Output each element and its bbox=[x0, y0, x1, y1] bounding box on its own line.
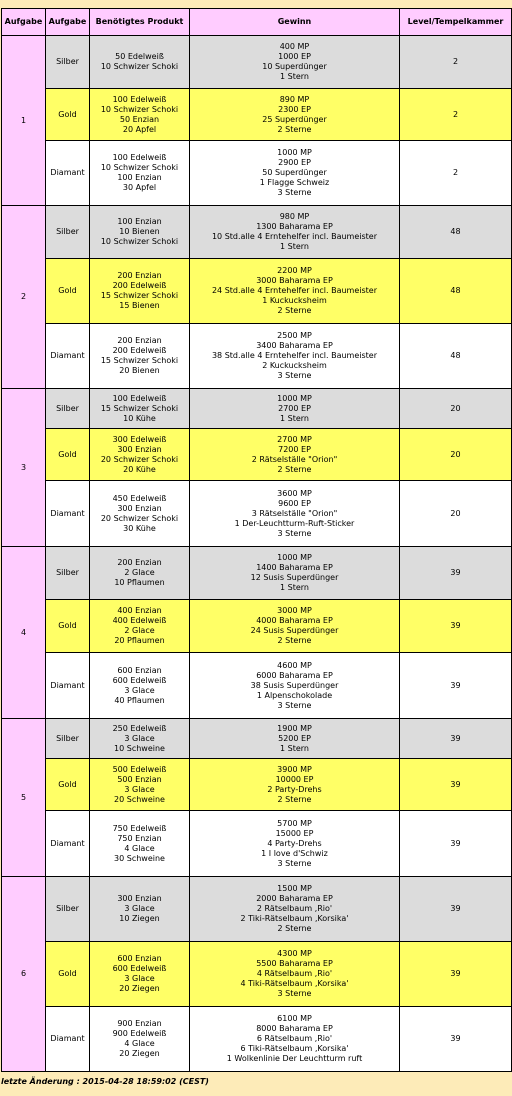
produkt-cell bbox=[90, 942, 190, 1007]
produkt-line: 15 Schwizer Schoki bbox=[100, 291, 179, 300]
produkt-line: 10 Schweine bbox=[114, 743, 165, 753]
gewinn-line: 2 Tiki-Rätselbaum ‚Korsika' bbox=[240, 914, 349, 923]
produkt-line: 450 Edelweiß bbox=[112, 493, 167, 503]
gewinn-line: 1900 MP bbox=[277, 723, 312, 733]
aufgabe-number: 1 bbox=[2, 36, 46, 206]
gewinn-cell bbox=[190, 942, 400, 1007]
gewinn-line: 50 Superdünger bbox=[262, 168, 327, 177]
gewinn-cell bbox=[190, 759, 400, 811]
gewinn-line: 6 Tiki-Rätselbaum ‚Korsika' bbox=[240, 1044, 349, 1053]
gewinn-cell bbox=[190, 481, 400, 547]
gewinn-cell bbox=[190, 600, 400, 653]
gewinn-line: 1400 Baharama EP bbox=[256, 563, 333, 572]
gewinn-cell bbox=[190, 547, 400, 600]
rewards-table bbox=[1, 8, 512, 1072]
gewinn-line: 24 Std.alle 4 Erntehelfer incl. Baumeister bbox=[211, 286, 378, 295]
table-body bbox=[2, 36, 512, 1072]
gewinn-line: 1 Flagge Schweiz bbox=[259, 178, 330, 187]
level-cell: 2 bbox=[400, 89, 512, 141]
produkt-line: 300 Edelweiß bbox=[112, 434, 167, 444]
produkt-cell bbox=[90, 324, 190, 389]
gewinn-line: 2 Rätselställe "Orion" bbox=[251, 454, 338, 464]
gewinn-line: 2 Sterne bbox=[277, 124, 312, 134]
level-cell: 39 bbox=[400, 547, 512, 600]
gewinn-line: 4 Tiki-Rätselbaum ‚Korsika' bbox=[240, 979, 349, 988]
aufgabe-number: 4 bbox=[2, 547, 46, 719]
table-row bbox=[2, 481, 512, 547]
produkt-cell bbox=[90, 36, 190, 89]
gewinn-line: 3 Sterne bbox=[277, 188, 312, 197]
gewinn-line: 12 Susis Superdünger bbox=[250, 573, 339, 582]
level-cell: 39 bbox=[400, 811, 512, 877]
tier-cell: Gold bbox=[46, 600, 90, 653]
produkt-line: 900 Edelweiß bbox=[112, 1029, 167, 1038]
produkt-line: 500 Enzian bbox=[117, 774, 162, 784]
produkt-line: 200 Edelweiß bbox=[112, 346, 167, 355]
level-cell: 39 bbox=[400, 653, 512, 719]
gewinn-cell bbox=[190, 811, 400, 877]
gewinn-line: 5700 MP bbox=[277, 818, 312, 828]
level-cell: 39 bbox=[400, 942, 512, 1007]
table-row bbox=[2, 759, 512, 811]
tier-cell: Gold bbox=[46, 89, 90, 141]
gewinn-line: 3900 MP bbox=[277, 764, 312, 774]
produkt-cell bbox=[90, 89, 190, 141]
tier-cell: Diamant bbox=[46, 811, 90, 877]
level-cell: 48 bbox=[400, 324, 512, 389]
gewinn-line: 2 Rätselbaum ‚Rio' bbox=[256, 904, 333, 913]
produkt-cell bbox=[90, 600, 190, 653]
gewinn-line: 2 Sterne bbox=[277, 924, 312, 933]
tier-cell: Silber bbox=[46, 206, 90, 259]
tier-cell: Gold bbox=[46, 429, 90, 481]
tier-cell: Gold bbox=[46, 942, 90, 1007]
tier-cell: Diamant bbox=[46, 141, 90, 206]
gewinn-line: 2700 MP bbox=[277, 434, 312, 444]
gewinn-line: 1 Wolkenlinie Der Leuchtturm ruft bbox=[226, 1054, 363, 1063]
gewinn-line: 3 Rätselställe "Orion" bbox=[251, 508, 338, 518]
header-produkt: Benötigtes Produkt bbox=[90, 9, 190, 36]
produkt-cell bbox=[90, 206, 190, 259]
gewinn-line: 2000 Baharama EP bbox=[256, 894, 333, 903]
header-aufgabe-stufe: Aufgabe bbox=[46, 9, 90, 36]
produkt-line: 400 Edelweiß bbox=[112, 616, 167, 625]
produkt-line: 15 Schwizer Schoki bbox=[100, 403, 179, 413]
produkt-line: 10 Bienen bbox=[119, 227, 160, 236]
table-row bbox=[2, 36, 512, 89]
produkt-line: 10 Pflaumen bbox=[114, 578, 165, 587]
tier-cell: Gold bbox=[46, 259, 90, 324]
produkt-line: 20 Schwizer Schoki bbox=[100, 513, 179, 523]
gewinn-line: 25 Superdünger bbox=[262, 114, 327, 124]
gewinn-line: 3 Sterne bbox=[277, 858, 312, 868]
produkt-line: 4 Glace bbox=[124, 843, 155, 853]
produkt-cell bbox=[90, 547, 190, 600]
produkt-line: 200 Enzian bbox=[117, 558, 162, 567]
gewinn-line: 4000 Baharama EP bbox=[256, 616, 333, 625]
gewinn-line: 3600 MP bbox=[277, 488, 312, 498]
gewinn-cell bbox=[190, 36, 400, 89]
gewinn-line: 400 MP bbox=[279, 42, 310, 51]
gewinn-line: 1 Alpenschokolade bbox=[256, 690, 333, 700]
gewinn-line: 1 Kuckucksheim bbox=[262, 296, 327, 305]
level-cell: 39 bbox=[400, 877, 512, 942]
produkt-line: 100 Edelweiß bbox=[112, 94, 167, 104]
table-row bbox=[2, 429, 512, 481]
produkt-line: 4 Glace bbox=[124, 1039, 155, 1048]
gewinn-line: 3400 Baharama EP bbox=[256, 341, 333, 350]
gewinn-line: 6100 MP bbox=[277, 1014, 312, 1023]
produkt-cell bbox=[90, 259, 190, 324]
produkt-line: 3 Glace bbox=[124, 784, 155, 794]
level-cell: 39 bbox=[400, 600, 512, 653]
gewinn-line: 1000 MP bbox=[277, 393, 312, 403]
produkt-line: 40 Pflaumen bbox=[114, 695, 165, 705]
produkt-line: 100 Edelweiß bbox=[112, 393, 167, 403]
produkt-line: 20 Schweine bbox=[114, 794, 165, 804]
gewinn-cell bbox=[190, 1007, 400, 1072]
gewinn-line: 7200 EP bbox=[278, 444, 311, 454]
gewinn-cell bbox=[190, 206, 400, 259]
produkt-line: 20 Ziegen bbox=[119, 1049, 160, 1058]
gewinn-line: 3 Sterne bbox=[277, 371, 312, 380]
table-row bbox=[2, 141, 512, 206]
gewinn-line: 2200 MP bbox=[277, 266, 312, 275]
produkt-line: 600 Edelweiß bbox=[112, 675, 167, 685]
last-modified: letzte Änderung : 2015-04-28 18:59:02 (CEST) bbox=[1, 1077, 209, 1086]
level-cell: 48 bbox=[400, 259, 512, 324]
table-row bbox=[2, 942, 512, 1007]
gewinn-line: 6000 Baharama EP bbox=[256, 670, 333, 680]
produkt-cell bbox=[90, 481, 190, 547]
aufgabe-number: 3 bbox=[2, 389, 46, 547]
gewinn-cell bbox=[190, 653, 400, 719]
gewinn-line: 2 Kuckucksheim bbox=[262, 361, 327, 370]
header-level: Level/Tempelkammer bbox=[400, 9, 512, 36]
header-aufgabe-nr: Aufgabe bbox=[2, 9, 46, 36]
gewinn-line: 4600 MP bbox=[277, 660, 312, 670]
gewinn-line: 1 Der-Leuchtturm-Ruft-Sticker bbox=[234, 518, 355, 528]
produkt-line: 3 Glace bbox=[124, 904, 155, 913]
produkt-line: 750 Edelweiß bbox=[112, 823, 167, 833]
tier-cell: Gold bbox=[46, 759, 90, 811]
produkt-line: 300 Enzian bbox=[117, 444, 162, 454]
gewinn-line: 1 Stern bbox=[280, 583, 309, 592]
gewinn-line: 1 Stern bbox=[280, 413, 309, 423]
gewinn-line: 15000 EP bbox=[275, 828, 314, 838]
produkt-line: 10 Ziegen bbox=[119, 914, 160, 923]
produkt-line: 50 Edelweiß bbox=[115, 52, 164, 61]
table-row bbox=[2, 547, 512, 600]
gewinn-line: 2 Sterne bbox=[277, 794, 312, 804]
gewinn-line: 5500 Baharama EP bbox=[256, 959, 333, 968]
level-cell: 20 bbox=[400, 429, 512, 481]
tier-cell: Silber bbox=[46, 389, 90, 429]
produkt-cell bbox=[90, 141, 190, 206]
gewinn-line: 3000 Baharama EP bbox=[256, 276, 333, 285]
produkt-line: 20 Apfel bbox=[122, 124, 157, 134]
level-cell: 20 bbox=[400, 389, 512, 429]
tier-cell: Silber bbox=[46, 36, 90, 89]
gewinn-line: 1 Stern bbox=[280, 72, 309, 81]
tier-cell: Silber bbox=[46, 719, 90, 759]
produkt-line: 2 Glace bbox=[124, 626, 155, 635]
produkt-line: 20 Pflaumen bbox=[114, 636, 165, 645]
gewinn-cell bbox=[190, 877, 400, 942]
gewinn-cell bbox=[190, 141, 400, 206]
gewinn-cell bbox=[190, 259, 400, 324]
produkt-line: 400 Enzian bbox=[117, 606, 162, 615]
table-row bbox=[2, 811, 512, 877]
gewinn-line: 1000 MP bbox=[277, 148, 312, 157]
aufgabe-number: 5 bbox=[2, 719, 46, 877]
produkt-line: 20 Schwizer Schoki bbox=[100, 454, 179, 464]
gewinn-line: 24 Susis Superdünger bbox=[250, 626, 339, 635]
produkt-line: 30 Schweine bbox=[114, 853, 165, 863]
produkt-line: 30 Apfel bbox=[122, 183, 157, 192]
gewinn-cell bbox=[190, 389, 400, 429]
gewinn-line: 1000 MP bbox=[277, 553, 312, 562]
gewinn-line: 1500 MP bbox=[277, 884, 312, 893]
produkt-line: 100 Enzian bbox=[117, 173, 162, 182]
gewinn-cell bbox=[190, 429, 400, 481]
gewinn-line: 2700 EP bbox=[278, 403, 311, 413]
gewinn-line: 1 Stern bbox=[280, 743, 309, 753]
gewinn-line: 2 Party-Drehs bbox=[267, 784, 322, 794]
tier-cell: Silber bbox=[46, 877, 90, 942]
gewinn-line: 5200 EP bbox=[278, 733, 311, 743]
produkt-cell bbox=[90, 653, 190, 719]
level-cell: 39 bbox=[400, 719, 512, 759]
produkt-line: 10 Kühe bbox=[123, 413, 156, 423]
gewinn-line: 10 Superdünger bbox=[262, 62, 327, 71]
produkt-line: 250 Edelweiß bbox=[112, 723, 167, 733]
produkt-line: 15 Bienen bbox=[119, 301, 160, 310]
table-row bbox=[2, 389, 512, 429]
gewinn-line: 1000 EP bbox=[278, 52, 311, 61]
table-row bbox=[2, 600, 512, 653]
aufgabe-number: 6 bbox=[2, 877, 46, 1072]
produkt-line: 20 Ziegen bbox=[119, 984, 160, 993]
gewinn-line: 2 Sterne bbox=[277, 464, 312, 474]
produkt-line: 3 Glace bbox=[124, 733, 155, 743]
tier-cell: Diamant bbox=[46, 653, 90, 719]
produkt-line: 200 Edelweiß bbox=[112, 281, 167, 290]
produkt-line: 15 Schwizer Schoki bbox=[100, 356, 179, 365]
gewinn-line: 3000 MP bbox=[277, 606, 312, 615]
gewinn-line: 9600 EP bbox=[278, 498, 311, 508]
produkt-line: 200 Enzian bbox=[117, 271, 162, 280]
produkt-line: 600 Enzian bbox=[117, 954, 162, 963]
produkt-line: 600 Enzian bbox=[117, 665, 162, 675]
tier-cell: Diamant bbox=[46, 1007, 90, 1072]
tier-cell: Diamant bbox=[46, 481, 90, 547]
produkt-line: 100 Enzian bbox=[117, 217, 162, 226]
gewinn-line: 3 Sterne bbox=[277, 989, 312, 998]
gewinn-line: 4300 MP bbox=[277, 949, 312, 958]
aufgabe-number: 2 bbox=[2, 206, 46, 389]
produkt-cell bbox=[90, 389, 190, 429]
gewinn-line: 980 MP bbox=[279, 212, 310, 221]
produkt-line: 200 Enzian bbox=[117, 336, 162, 345]
table-row bbox=[2, 206, 512, 259]
gewinn-line: 8000 Baharama EP bbox=[256, 1024, 333, 1033]
gewinn-line: 4 Rätselbaum ‚Rio' bbox=[256, 969, 333, 978]
gewinn-line: 10 Std.alle 4 Erntehelfer incl. Baumeister bbox=[211, 232, 378, 241]
produkt-line: 50 Enzian bbox=[119, 114, 160, 124]
gewinn-cell bbox=[190, 719, 400, 759]
produkt-cell bbox=[90, 811, 190, 877]
gewinn-line: 38 Susis Superdünger bbox=[250, 680, 339, 690]
gewinn-line: 1 Stern bbox=[280, 242, 309, 251]
gewinn-line: 38 Std.alle 4 Erntehelfer incl. Baumeister bbox=[211, 351, 378, 360]
gewinn-cell bbox=[190, 324, 400, 389]
produkt-line: 750 Enzian bbox=[117, 833, 162, 843]
gewinn-line: 2900 EP bbox=[278, 158, 311, 167]
level-cell: 48 bbox=[400, 206, 512, 259]
tier-cell: Diamant bbox=[46, 324, 90, 389]
produkt-cell bbox=[90, 719, 190, 759]
produkt-line: 20 Bienen bbox=[119, 366, 160, 375]
produkt-cell bbox=[90, 877, 190, 942]
header-row bbox=[2, 9, 512, 36]
table-row bbox=[2, 1007, 512, 1072]
produkt-line: 3 Glace bbox=[124, 685, 155, 695]
table-row bbox=[2, 719, 512, 759]
gewinn-line: 890 MP bbox=[279, 94, 310, 104]
produkt-line: 100 Edelweiß bbox=[112, 153, 167, 162]
level-cell: 39 bbox=[400, 1007, 512, 1072]
level-cell: 20 bbox=[400, 481, 512, 547]
gewinn-line: 3 Sterne bbox=[277, 528, 312, 538]
produkt-line: 10 Schwizer Schoki bbox=[100, 237, 179, 246]
header-gewinn: Gewinn bbox=[190, 9, 400, 36]
produkt-cell bbox=[90, 429, 190, 481]
table-row bbox=[2, 653, 512, 719]
produkt-line: 500 Edelweiß bbox=[112, 764, 167, 774]
produkt-line: 2 Glace bbox=[124, 568, 155, 577]
gewinn-line: 1 I love d'Schwiz bbox=[261, 848, 328, 858]
produkt-cell bbox=[90, 759, 190, 811]
table-row bbox=[2, 877, 512, 942]
table-row bbox=[2, 324, 512, 389]
produkt-line: 10 Schwizer Schoki bbox=[100, 104, 179, 114]
gewinn-line: 10000 EP bbox=[275, 774, 314, 784]
produkt-line: 10 Schwizer Schoki bbox=[100, 163, 179, 172]
table-row bbox=[2, 89, 512, 141]
produkt-line: 300 Enzian bbox=[117, 503, 162, 513]
table-row bbox=[2, 259, 512, 324]
produkt-line: 600 Edelweiß bbox=[112, 964, 167, 973]
gewinn-line: 1300 Baharama EP bbox=[256, 222, 333, 231]
level-cell: 2 bbox=[400, 36, 512, 89]
gewinn-line: 2 Sterne bbox=[277, 636, 312, 645]
gewinn-line: 6 Rätselbaum ‚Rio' bbox=[256, 1034, 333, 1043]
gewinn-line: 2300 EP bbox=[278, 104, 311, 114]
gewinn-line: 2 Sterne bbox=[277, 306, 312, 315]
produkt-line: 3 Glace bbox=[124, 974, 155, 983]
gewinn-line: 2500 MP bbox=[277, 331, 312, 340]
produkt-line: 20 Kühe bbox=[123, 464, 156, 474]
produkt-line: 900 Enzian bbox=[117, 1019, 162, 1028]
level-cell: 39 bbox=[400, 759, 512, 811]
tier-cell: Silber bbox=[46, 547, 90, 600]
gewinn-line: 4 Party-Drehs bbox=[267, 838, 322, 848]
produkt-cell bbox=[90, 1007, 190, 1072]
level-cell: 2 bbox=[400, 141, 512, 206]
gewinn-line: 3 Sterne bbox=[277, 700, 312, 710]
produkt-line: 30 Kühe bbox=[123, 523, 156, 533]
produkt-line: 10 Schwizer Schoki bbox=[100, 62, 179, 71]
produkt-line: 300 Enzian bbox=[117, 894, 162, 903]
gewinn-cell bbox=[190, 89, 400, 141]
